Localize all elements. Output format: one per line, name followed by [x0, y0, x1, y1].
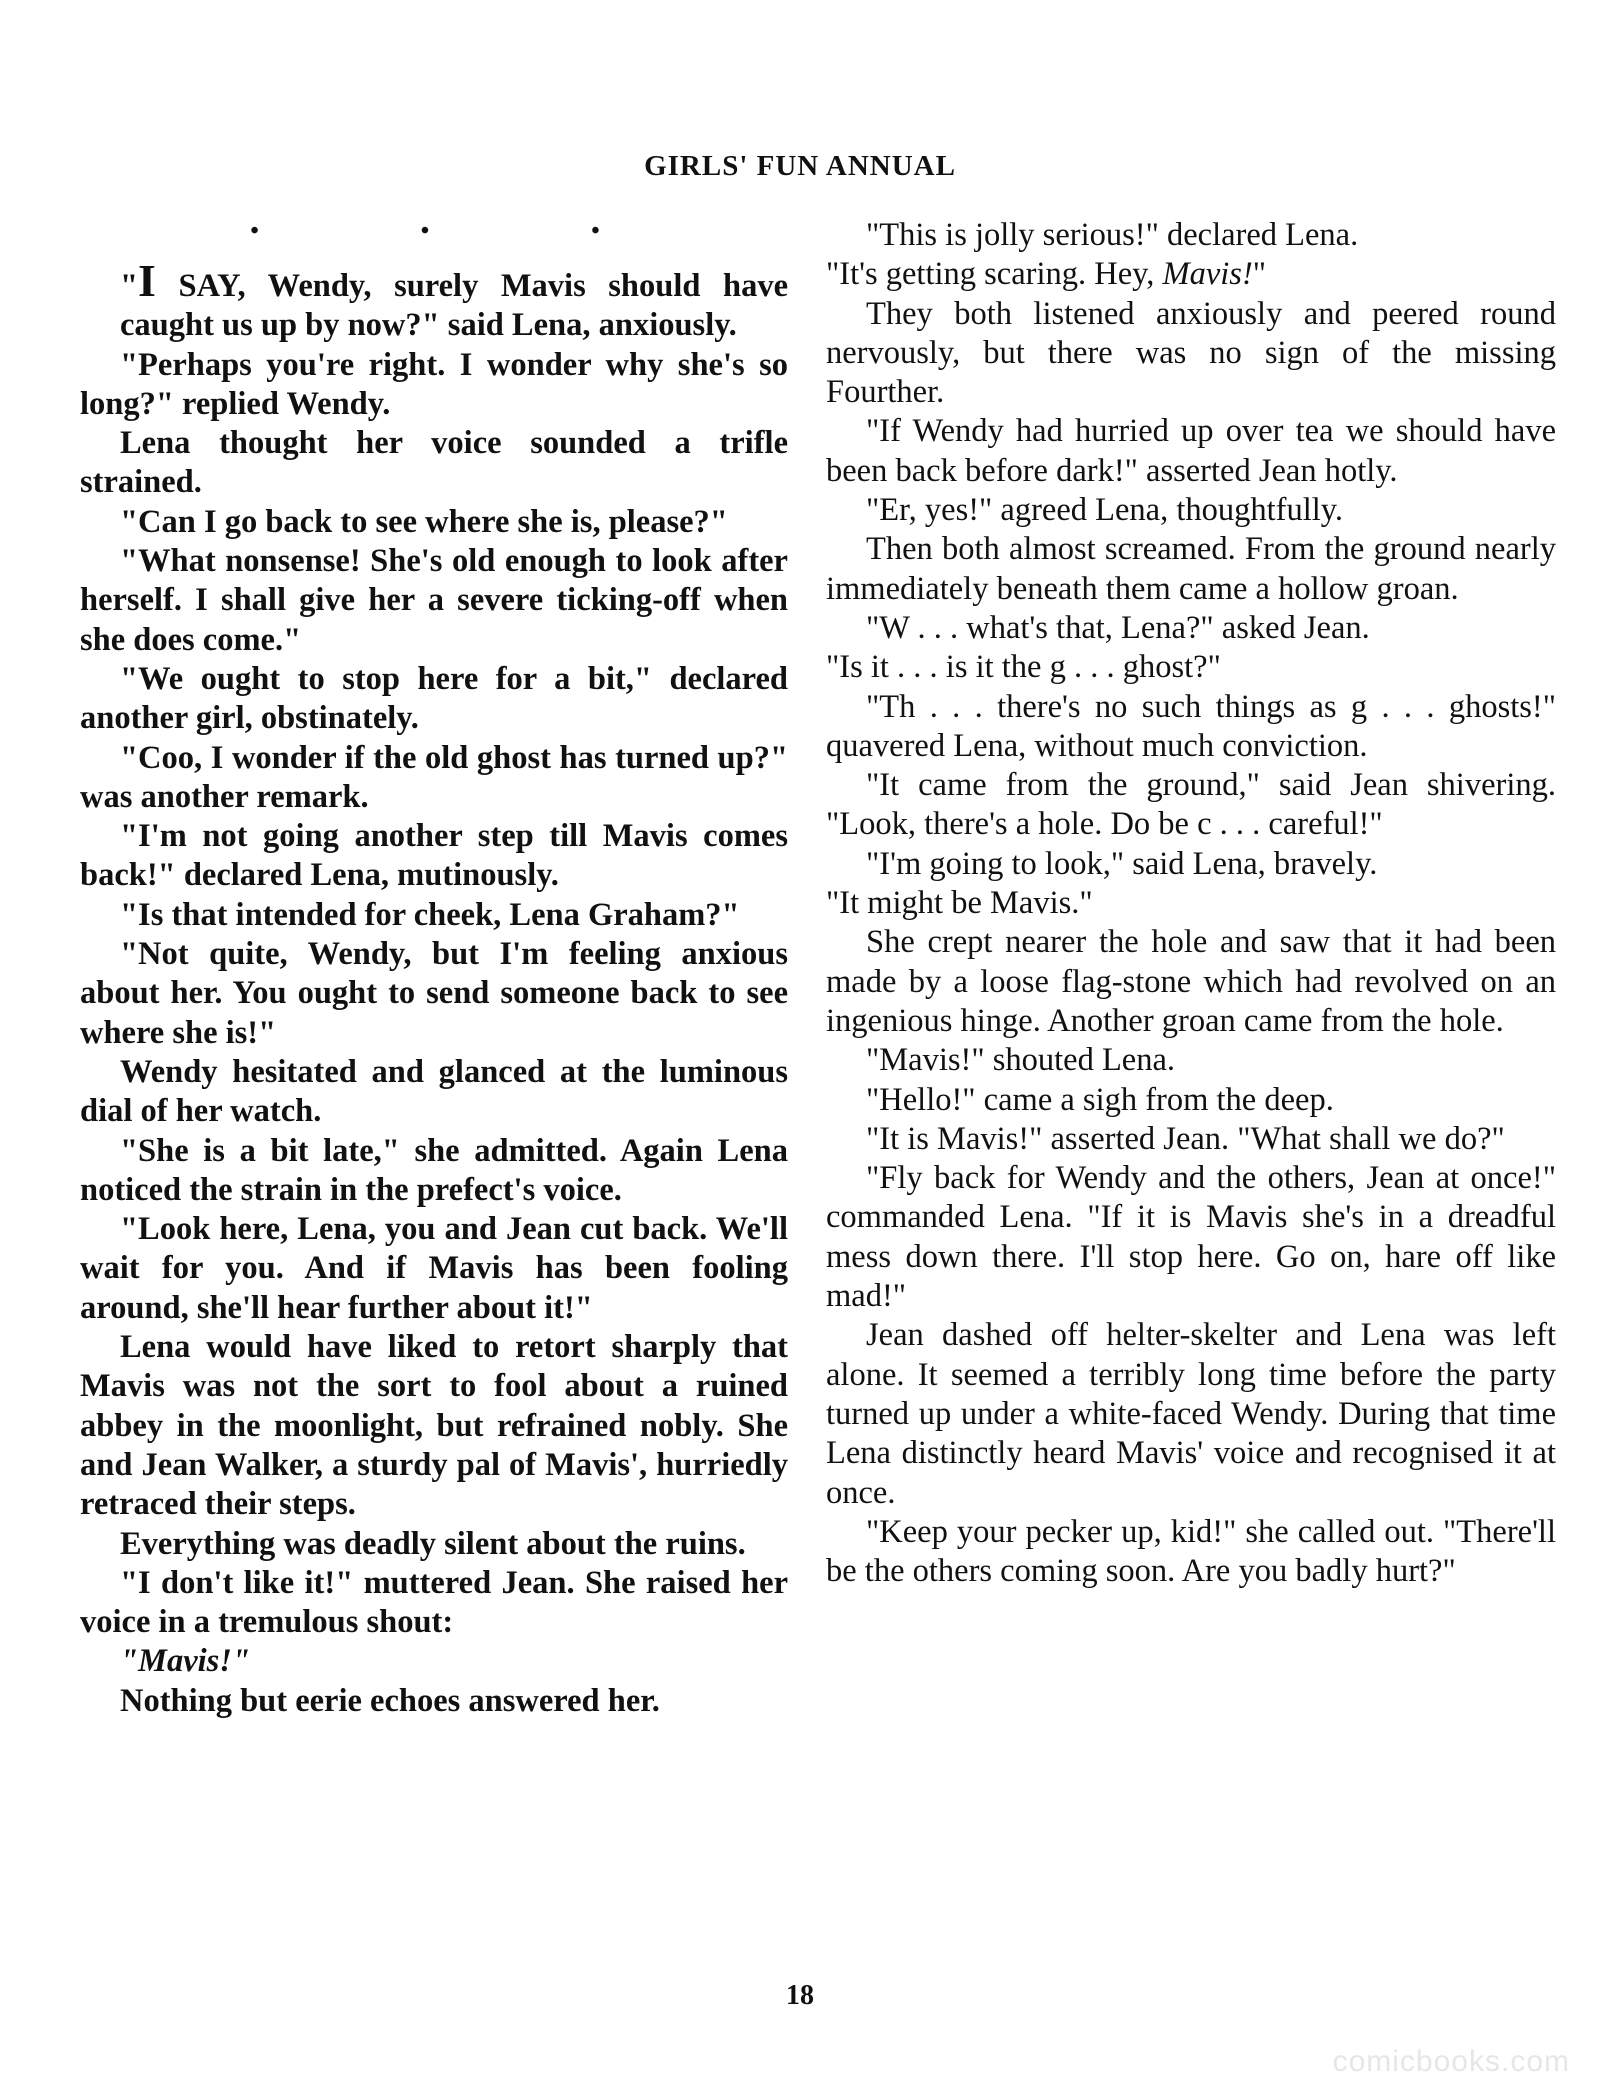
paragraph: "I don't like it!" muttered Jean. She raised her voice in a tremulous shout:	[80, 1564, 788, 1641]
paragraph: "Is that intended for cheek, Lena Graham?"	[120, 896, 740, 933]
paragraph: She crept nearer the hole and saw that it had been made by a loose flag-stone which had revolved on an ingenious hinge. Another groan came from the hole.	[826, 924, 1556, 1039]
paragraph: "What nonsense! She's old enough to look after herself. I shall give her a severe ticking-off when she does come."	[80, 543, 788, 658]
paragraph: "It might be Mavis."	[826, 885, 1093, 922]
paragraph: "It came from the ground," said Jean shivering. "Look, there's a hole. Do be c . . . careful!"	[826, 767, 1556, 843]
paragraph: "I'm going to look," said Lena, bravely.	[866, 845, 1378, 882]
paragraph: "Keep your pecker up, kid!" she called out. "There'll be the others coming soon. Are you badly hurt?"	[826, 1513, 1556, 1590]
paragraph: "This is jolly serious!" declared Lena.	[866, 217, 1359, 253]
paragraph: "Hello!" came a sigh from the deep.	[866, 1081, 1334, 1118]
paragraph: They both listened anxiously and peered round nervously, but there was no sign of the missing Fourther.	[826, 295, 1556, 411]
paragraph: "Fly back for Wendy and the others, Jean at once!" commanded Lena. "If it is Mavis she's in a dreadful mess down there. I'll stop here. Go on, hare off like mad!"	[826, 1160, 1556, 1315]
paragraph: "I'm not going another step till Mavis comes back!" declared Lena, mutinously.	[80, 818, 788, 894]
drop-cap: I	[138, 255, 156, 306]
paragraph: "Look here, Lena, you and Jean cut back. We'll wait for you. And if Mavis has been fooling around, she'll hear further about it!"	[80, 1211, 788, 1326]
paragraph: "It's getting scaring. Hey, Mavis!"	[826, 256, 1267, 293]
paragraph: "Is it . . . is it the g . . . ghost?"	[826, 649, 1221, 686]
paragraph: "If Wendy had hurried up over tea we should have been back before dark!" asserted Jean hotly.	[826, 413, 1556, 489]
paragraph: Wendy hesitated and glanced at the luminous dial of her watch.	[80, 1053, 788, 1130]
paragraph: Jean dashed off helter-skelter and Lena was left alone. It seemed a terribly long time before the party turned up under a white-faced Wendy. During that time Lena distinctly heard Mavis' voice and recognised it at once.	[826, 1317, 1556, 1511]
section-separator: • • •	[250, 218, 678, 244]
paragraph: "It is Mavis!" asserted Jean. "What shall we do?"	[866, 1120, 1505, 1157]
paragraph: "Th . . . there's no such things as g . . . ghosts!" quavered Lena, without much conviction.	[826, 688, 1556, 764]
paragraph: Lena thought her voice sounded a trifle strained.	[80, 425, 788, 501]
paragraph: "We ought to stop here for a bit," declared another girl, obstinately.	[80, 660, 788, 737]
left-column	[80, 216, 788, 1721]
paragraph: "She is a bit late," she admitted. Again Lena noticed the strain in the prefect's voice.	[80, 1132, 788, 1208]
paragraph: Then both almost screamed. From the ground nearly immediately beneath them came a hollow groan.	[826, 531, 1556, 607]
opening-text: Wendy, surely Mavis should have caught us up by now?" said Lena, anxiously.	[120, 268, 788, 344]
paragraph: "Er, yes!" agreed Lena, thoughtfully.	[866, 492, 1344, 529]
paragraph: "Coo, I wonder if the old ghost has turned up?" was another remark.	[80, 739, 788, 815]
paragraph: "Mavis!" shouted Lena.	[866, 1042, 1176, 1079]
paragraph: "Not quite, Wendy, but I'm feeling anxious about her. You ought to send someone back to see where she is!"	[80, 936, 788, 1051]
paragraph: "W . . . what's that, Lena?" asked Jean.	[866, 609, 1370, 646]
opening-smallcaps: SAY,	[155, 268, 246, 304]
watermark: comicbooks.com	[1332, 2045, 1570, 2078]
paragraph: "Can I go back to see where she is, please?"	[120, 503, 728, 540]
paragraph: Nothing but eerie echoes answered her.	[120, 1682, 660, 1719]
page-header: GIRLS' FUN ANNUAL	[644, 150, 956, 182]
opening-paragraph: "I SAY, Wendy, surely Mavis should have caught us up by now?" said Lena, anxiously.	[120, 255, 788, 344]
right-column	[826, 216, 1556, 1591]
shout-line: "Mavis!"	[120, 1643, 250, 1680]
paragraph: Lena would have liked to retort sharply that Mavis was not the sort to fool about a ruined abbey in the moonlight, but refrained nobly. She and Jean Walker, a sturdy pal of Mavis', hurriedly retraced their steps.	[80, 1329, 788, 1523]
paragraph: "Perhaps you're right. I wonder why she's so long?" replied Wendy.	[80, 346, 788, 422]
paragraph: Everything was deadly silent about the ruins.	[120, 1525, 746, 1562]
page-number: 18	[786, 1980, 814, 2011]
